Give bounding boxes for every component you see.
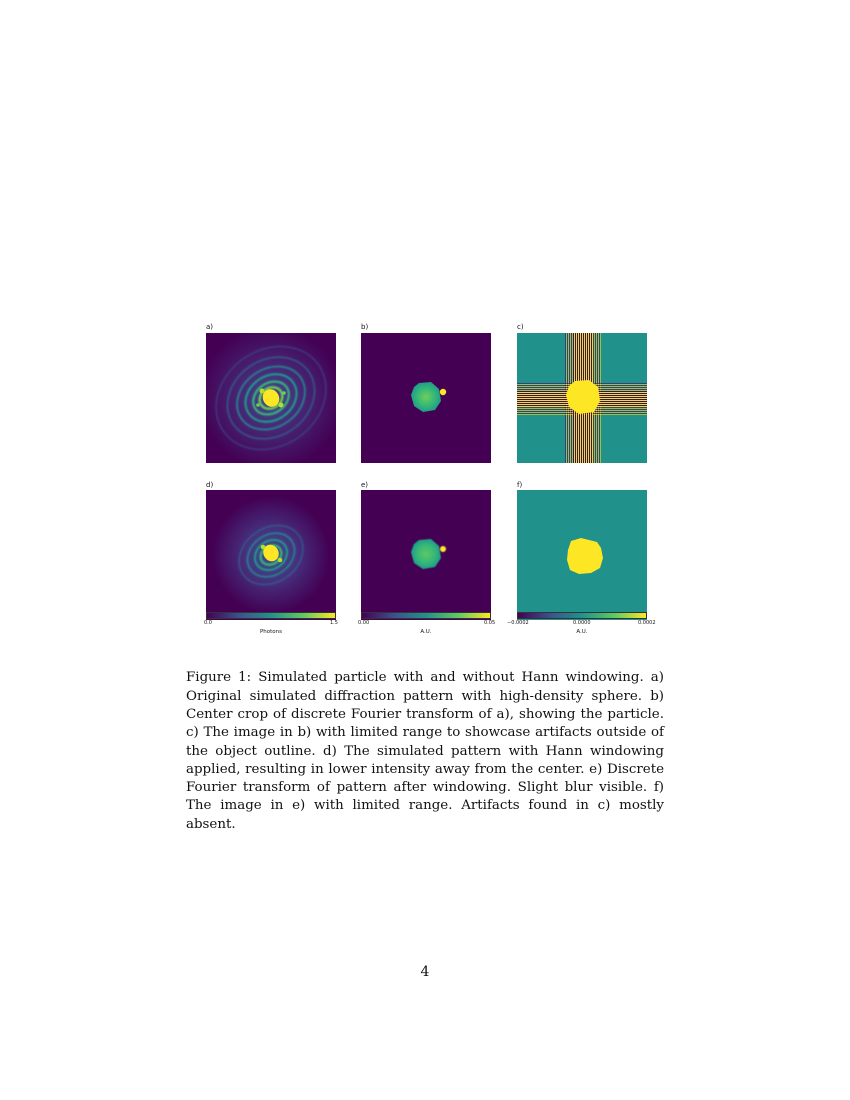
panel-f-windowed-limited-image [517, 490, 647, 620]
colorbar-2-tick-min: 0.00 [358, 620, 370, 626]
panel-c-label: c) [517, 323, 524, 331]
panel-c-artifact-image [517, 333, 647, 463]
figure-1 [200, 322, 660, 640]
colorbar-2-tick-max: 0.05 [484, 620, 496, 626]
colorbar-3-tick-min: −0.0002 [507, 620, 529, 626]
panel-e-label: e) [361, 481, 369, 489]
colorbar-photons [206, 612, 336, 619]
colorbar-au-windowed [361, 612, 491, 619]
colorbar-1-tick-min: 0.0 [204, 620, 212, 626]
panel-a-label: a) [206, 323, 214, 331]
colorbar-2-label: A.U. [420, 629, 432, 635]
panel-b-label: b) [361, 323, 369, 331]
panel-a-diffraction-image [206, 333, 336, 463]
colorbar-1-tick-max: 1.5 [330, 620, 338, 626]
panel-f-label: f) [517, 481, 523, 489]
panel-e-windowed-fourier-image [361, 490, 491, 620]
panel-b-fourier-image [361, 333, 491, 463]
page-number: 4 [420, 964, 430, 980]
colorbar-au-limited [517, 612, 647, 619]
figure-caption: Figure 1: Simulated particle with and without Hann windowing. a) Original simulated diffraction pattern with high-density sphere. b) Center crop of discrete Fourier transform of a), showing the particle. c) The image in b) with limited range to showcase artifacts outside of the object outline. d) The simulated pattern with Hann windowing applied, resulting in lower intensity away from the center. e) Discrete Fourier transform of pattern after windowing. Slight blur visible. f) The image in e) with limited range. Artifacts found in c) mostly absent. [186, 670, 664, 832]
colorbar-3-label: A.U. [576, 629, 588, 635]
colorbar-1-label: Photons [259, 629, 283, 635]
colorbar-3-tick-mid: 0.0000 [573, 620, 591, 626]
colorbar-3-tick-max: 0.0002 [638, 620, 656, 626]
panel-d-windowed-diffraction-image [206, 490, 336, 620]
panel-d-label: d) [206, 481, 214, 489]
